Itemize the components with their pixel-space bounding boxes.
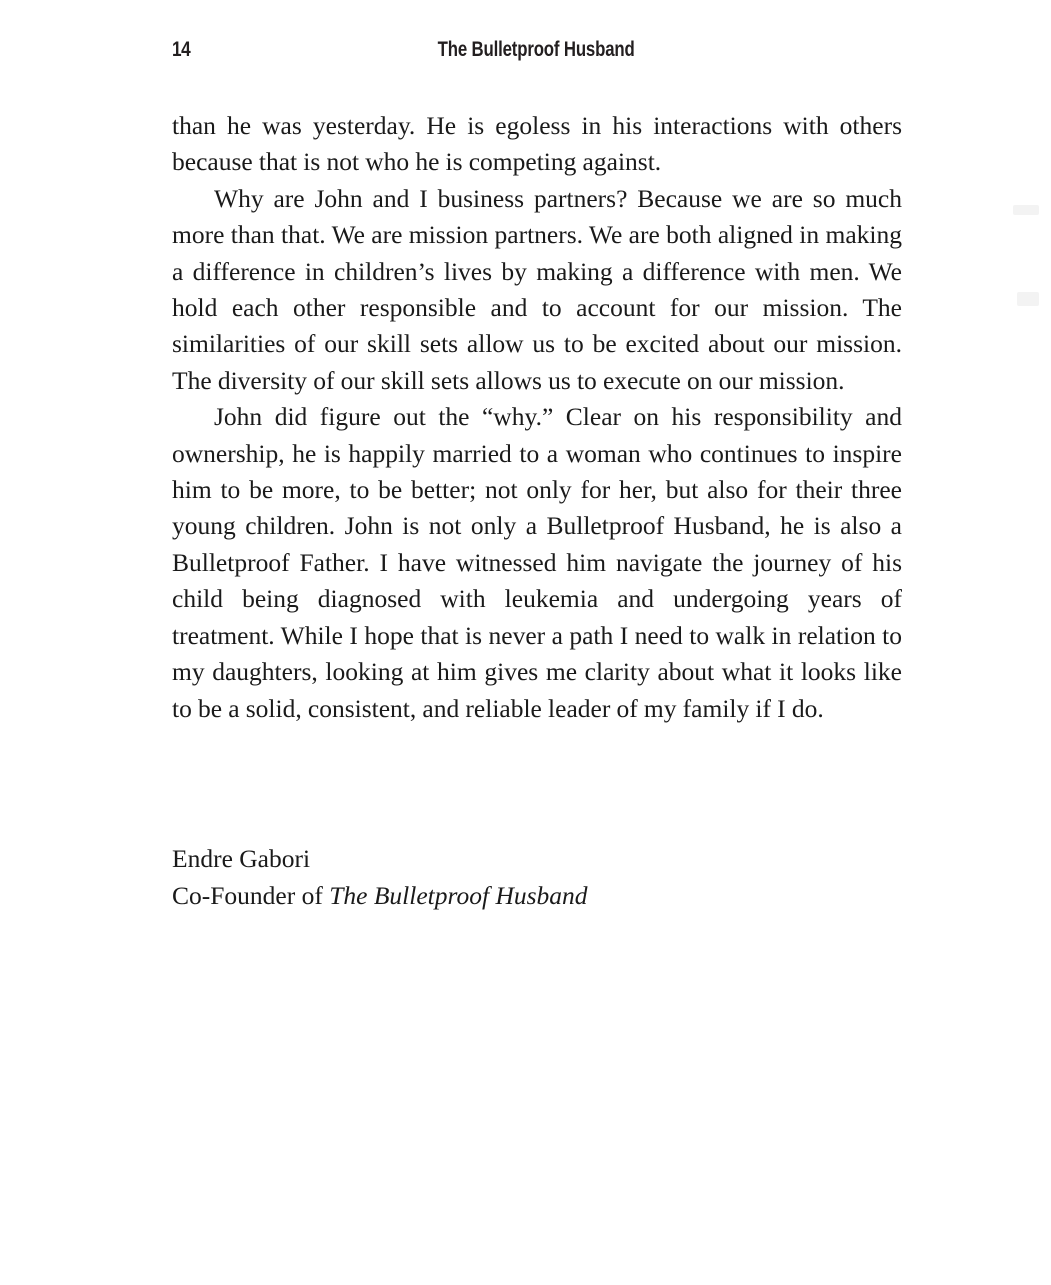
signature-name: Endre Gabori: [172, 844, 311, 873]
running-head: [172, 38, 900, 66]
signature-role: [172, 877, 902, 914]
signature-block: [172, 840, 902, 914]
scan-artifact: [1017, 292, 1039, 306]
paragraph-continued: than he was yesterday. He is egoless in his interactions with others because that is not who he is competing against.: [172, 111, 902, 177]
body-text-block: [172, 108, 902, 727]
signature-book-title: The Bulletproof Husband: [329, 881, 588, 910]
paragraph-mission-partners: Why are John and I business partners? Because we are so much more than that. We are mission partners. We are both aligned in making a difference in children’s lives by making a difference with men. We hold each other responsible and to account for our mission. The similarities of our skill sets allow us to be excited about our mission. The diversity of our skill sets allows us to execute on our mission.: [172, 183, 902, 395]
running-head-title-text: The Bulletproof Husband: [437, 38, 635, 61]
paragraph-john-why: John did figure out the “why.” Clear on his responsibility and ownership, he is happily married to a woman who continues to inspire him to be more, to be better; not only for her, but also for their three young children. John is not only a Bulletproof Husband, he is also a Bulletproof Father. I have witnessed him navigate the journey of his child being diagnosed with leukemia and undergoing years of treatment. While I hope that is never a path I need to walk in relation to my daughters, looking at him gives me clarity about what it looks like to be a solid, consistent, and reliable leader of my family if I do.: [172, 402, 902, 723]
running-head-title: [172, 38, 900, 62]
scan-artifact: [1013, 205, 1039, 215]
signature-role-prefix: Co-Founder of: [172, 881, 330, 910]
page-number: 14: [172, 38, 191, 61]
